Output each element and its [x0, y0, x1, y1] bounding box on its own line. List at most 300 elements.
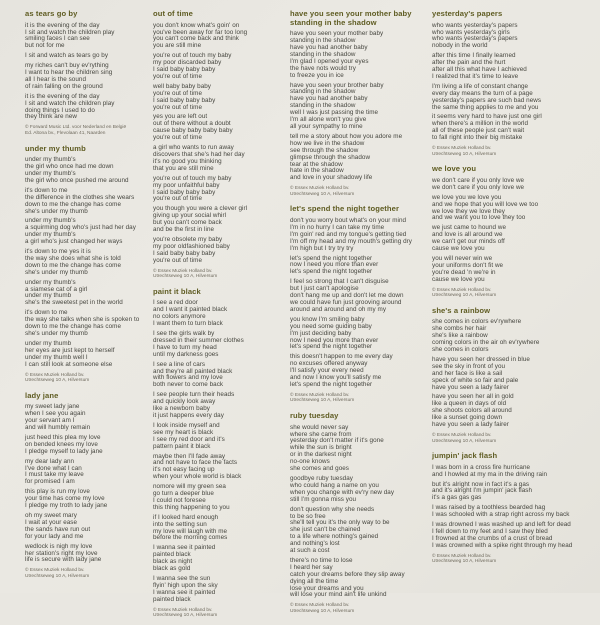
lyric-line: under my thumb — [25, 339, 72, 347]
lyric-line: like a sunset going down — [432, 414, 503, 422]
lyric-line: the difference in the clothes she wears — [25, 193, 135, 201]
lyric-line: until my darkness goes — [153, 350, 219, 358]
publisher-credit — [432, 554, 584, 565]
song-title — [25, 145, 151, 154]
lyric-line: they think are new — [25, 113, 78, 121]
lyric-line: giving up your social whirl — [153, 212, 227, 220]
publisher-credit — [153, 608, 289, 619]
lyric-line: painted black — [153, 551, 191, 559]
lyric-line: after the pain and the hurt — [432, 59, 506, 67]
lyric-line: and will humbly remain — [25, 424, 91, 432]
credit-line: © Essex Muziek Holland bv. — [432, 553, 492, 559]
lyric-line: cause we love you — [432, 275, 485, 283]
lyric-line: and I want it painted black — [153, 306, 228, 314]
lyric-line: you're out of time — [153, 134, 203, 142]
lyric-line: doing things I used to do — [25, 106, 95, 114]
lyric-line: speck of white so fair and pale — [432, 376, 519, 384]
lyric-line: well baby baby baby — [153, 82, 212, 90]
lyric-line: under my thumb's — [25, 278, 76, 286]
lyric-line: you're obsolete my baby — [153, 235, 223, 243]
lyric-line: my sweet lady jane — [25, 403, 80, 411]
lyric-line: have you had another baby — [290, 44, 368, 51]
lyric-line: I'm in no hurry I can take my time — [290, 223, 385, 231]
lyric-line: and they're all painted black — [153, 367, 233, 375]
publisher-credit — [432, 146, 584, 157]
stanza — [25, 341, 151, 369]
lyric-line: you don't know what's goin' on — [153, 21, 240, 29]
lyric-line: black as gold — [153, 565, 191, 573]
lyric-line: at such a cost — [290, 547, 330, 555]
lyric-line: hate in the shadow — [290, 167, 344, 175]
lyric-line: I fell down to my feet and I saw they bled — [432, 527, 548, 535]
lyric-line: well I was just passing the time — [290, 109, 379, 117]
lyric-line: let's spend the night together — [290, 254, 373, 262]
lyric-line: around and around and oh my my — [290, 305, 387, 313]
song — [432, 452, 584, 565]
lyric-line: smiling faces I can see — [25, 35, 90, 43]
lyric-line: this play is run my love — [25, 488, 90, 496]
lyric-line: her station's right my love — [25, 549, 98, 557]
publisher-credit — [25, 373, 151, 384]
song — [25, 392, 151, 580]
lyric-line: we love they we love they — [432, 207, 506, 215]
lyric-line: discovers that she's had her day — [153, 151, 245, 158]
stanza — [432, 84, 584, 112]
lyric-line: let's spend the night together — [290, 268, 373, 276]
stanza — [25, 435, 151, 456]
song — [432, 10, 584, 157]
stanza — [25, 157, 151, 185]
lyric-line: don't question why she needs — [290, 505, 375, 513]
lyric-line: the sands have run out — [25, 525, 91, 533]
lyric-line: she would never say — [290, 423, 349, 431]
credit-line: © Essex Muziek Holland bv. — [25, 568, 85, 574]
lyric-line: I said baby baby baby — [153, 66, 216, 74]
lyric-line: wedlock is nigh my love — [25, 542, 93, 550]
song-title — [432, 10, 584, 19]
lyric-line: and it's alright I'm jumpin' jack flash — [432, 487, 533, 495]
lyric-line: see the sky in front of you — [432, 362, 506, 370]
lyric-line: I sit and watch as tears go by — [25, 52, 109, 60]
lyric-line: dying all the time — [290, 577, 339, 585]
lyric-line: and her face is like a sail — [432, 369, 503, 377]
lyric-line: to be so free — [290, 512, 326, 520]
lyric-line: you're out of time — [153, 256, 203, 264]
lyric-line: don't you worry bout what's on your mind — [290, 217, 407, 224]
lyric-line: my love will laugh with me — [153, 527, 228, 535]
lyric-line: the way she talks when she is spoken to — [25, 316, 140, 324]
lyric-line: oh my sweet mary — [25, 512, 77, 519]
song-title-line: lady jane — [25, 390, 59, 400]
lyric-line: you know I'm smiling baby — [290, 315, 365, 323]
lyric-line: I wanna see the sun — [153, 575, 211, 582]
lyric-line: all of these people just can't wait — [432, 127, 525, 135]
stanza — [153, 545, 289, 573]
lyric-line: she comes and goes — [290, 465, 350, 473]
song — [432, 165, 584, 298]
stanza — [432, 319, 584, 354]
lyric-line: she'll tell you it's the only way to be — [290, 519, 390, 527]
lyric-line: black as night — [153, 558, 193, 566]
publisher-credit — [25, 568, 151, 579]
lyric-line: cause we love you — [432, 245, 485, 253]
lyric-line: under my thumb's — [25, 156, 76, 164]
lyric-line: we don't care if you only love we — [432, 183, 525, 191]
lyric-line: with flowers and my love — [153, 374, 223, 382]
stanza — [290, 425, 430, 473]
song — [153, 288, 289, 619]
lyric-line: she's under my thumb — [25, 330, 88, 337]
credit-line: Utrechtseweg 10 A, Hilversum — [25, 378, 90, 384]
lyric-line: and we hope that you will love we too — [432, 200, 539, 208]
lyric-line: see through the shadow — [290, 146, 359, 154]
lyric-line: down to me the change has come — [25, 200, 122, 208]
stanza — [25, 53, 151, 60]
lyric-line: don't hang me up and don't let me down — [290, 292, 404, 300]
lyric-line: you're out of time — [153, 103, 203, 111]
lyric-line: and I howled at my ma in the driving rain — [432, 470, 548, 478]
lyric-line: a girl who wants to run away — [153, 144, 234, 152]
lyric-line: yesterday's papers are such bad news — [432, 96, 542, 104]
stanza — [432, 225, 584, 253]
lyric-line: and quickly look away — [153, 398, 216, 406]
lyric-line: will lose your mind ain't life unkind — [290, 591, 387, 599]
lyric-line: catch your dreams before they slip away — [290, 570, 405, 578]
publisher-credit — [290, 186, 430, 197]
lyric-line: I see people turn their heads — [153, 391, 235, 399]
lyric-line: no-one knows — [290, 458, 330, 466]
lyric-line: coming colors in the air oh ev'rywhere — [432, 339, 540, 347]
lyric-line: I sit and watch the children play — [25, 28, 115, 36]
lyric-line: the have nots would try — [290, 64, 356, 72]
lyric-line: I want them to turn black — [153, 320, 223, 328]
stanza — [290, 31, 430, 79]
credit-line: Utrechtseweg 10 A, Hilversum — [153, 274, 218, 280]
stanza — [153, 454, 289, 482]
stanza — [290, 317, 430, 352]
song-title — [25, 392, 151, 401]
song-title — [432, 165, 584, 174]
lyric-line: you can't come back and think — [153, 35, 239, 43]
lyric-line: she's like a rainbow — [432, 332, 488, 340]
stanza — [25, 544, 151, 565]
lyric-line: you've been away for far too long — [153, 28, 248, 36]
lyric-line: under my thumb's — [25, 231, 76, 239]
stanza — [290, 354, 430, 389]
lyric-line: to a life where nothing's gained — [290, 533, 379, 541]
publisher-credit — [290, 603, 430, 614]
lyric-line: I have to turn my head — [153, 343, 217, 351]
lyric-line: life is secure with lady jane — [25, 556, 102, 564]
lyric-line: I said baby baby baby — [153, 188, 216, 196]
stanza — [153, 114, 289, 142]
stanza — [25, 94, 151, 122]
lyric-line: still I'm gonna miss you — [290, 495, 357, 503]
lyric-line: let's spend the night together — [290, 380, 373, 388]
lyric-line: under my thumb — [25, 292, 72, 300]
stanza — [290, 218, 430, 253]
lyric-line: of rain falling on the ground — [25, 82, 103, 90]
lyric-line: it just happens every day — [153, 411, 224, 419]
lyric-line: I want to hear the children sing — [25, 69, 113, 77]
lyric-line: to fall right into their big mistake — [432, 134, 523, 142]
song-title-line: jumpin' jack flash — [432, 451, 498, 461]
lyric-line: the girl who once had me down — [25, 163, 114, 171]
lyric-line: for promised I am — [25, 478, 75, 486]
stanza — [25, 310, 151, 338]
lyric-line: standing in the shadow — [290, 37, 356, 45]
lyric-line: my poor unfaithful baby — [153, 181, 220, 189]
stanza — [153, 23, 289, 51]
lyric-line: she combs her hair — [432, 325, 487, 333]
lyric-line: before the morning comes — [153, 534, 228, 542]
lyric-line: I'm glad I opened your eyes — [290, 57, 369, 65]
publisher-credit — [153, 269, 289, 280]
stanza — [290, 83, 430, 131]
lyric-line: you though you were a clever girl — [153, 205, 248, 213]
lyric-line: where she came from — [290, 430, 352, 438]
lyric-line: I was raised by a toothless bearded hag — [432, 504, 546, 512]
lyric-line: every day means the turn of a page — [432, 89, 533, 97]
lyric-line: it's a gas gas gas — [432, 494, 482, 502]
lyric-line: into the setting sun — [153, 520, 207, 528]
lyric-line: go turn a deeper blue — [153, 490, 214, 498]
lyric-line: I see a line of cars — [153, 360, 206, 368]
lyric-line: my poor oldfashioned baby — [153, 242, 230, 250]
song-title-line: she's a rainbow — [432, 305, 491, 315]
lyric-line: now I need you more than ever — [290, 261, 379, 269]
credit-line: Utrechtseweg 10 A, Hilversum — [432, 151, 497, 157]
lyric-line: I feel so strong that I can't disguise — [290, 278, 389, 286]
stanza — [25, 218, 151, 246]
lyric-line: how we live in the shadow — [290, 139, 365, 147]
stanza — [153, 392, 289, 420]
lyric-line: to freeze you in ice — [290, 71, 344, 79]
lyrics-column-2 — [153, 0, 289, 625]
lyric-line: and we want you to love they too — [432, 214, 526, 222]
lyric-line: on bended knees my love — [25, 440, 98, 448]
song-title — [25, 10, 151, 19]
lyric-line: I'm living a life of constant change — [432, 82, 529, 90]
credit-line: Utrechtseweg 10 A, Hilversum — [153, 613, 218, 619]
stanza — [432, 522, 584, 550]
lyric-line: I pledge my troth to lady jane — [25, 502, 108, 510]
lyric-line: now I need you more than ever — [290, 336, 379, 344]
lyric-line: I see the girls walk by — [153, 330, 215, 337]
lyric-line: we can't get our minds off — [432, 238, 505, 246]
lyric-line: lose your dreams and you — [290, 584, 364, 592]
lyric-line: my dear lady ann — [25, 457, 75, 465]
lyric-line: you need some guiding baby — [290, 322, 372, 330]
lyric-line: have you seen her all in gold — [432, 393, 514, 401]
lyric-line: and now I know you'll satisfy me — [290, 374, 382, 382]
lyric-line: when you change with ev'ry new day — [290, 488, 395, 496]
lyric-line: I'm off my head and my mouth's getting dry — [290, 237, 412, 245]
lyric-line: I was schooled with a strap right across my back — [432, 511, 570, 519]
lyric-line: we just came to hound we — [432, 224, 507, 232]
song — [290, 412, 430, 615]
credit-line: Ed. Altona bv., Flevolaan 41, Naarden — [25, 130, 106, 136]
lyric-line: tell me a story about how you adore me — [290, 132, 403, 140]
lyric-line: she's under my thumb — [25, 207, 88, 215]
lyric-line: I can still look at someone else — [25, 360, 113, 368]
lyric-line: and love is all around we — [432, 231, 503, 239]
stanza — [432, 53, 584, 81]
lyric-line: dressed in their summer clothes — [153, 336, 244, 344]
lyric-line: flyin' high upon the sky — [153, 581, 218, 589]
lyric-line: it's down to me — [25, 186, 68, 194]
credit-line: Utrechtseweg 10 A, Hilversum — [290, 608, 355, 614]
lyric-line: the girl who once pushed me around — [25, 176, 129, 184]
lyric-line: I've done what I can — [25, 464, 82, 472]
lyric-line: the way she does what she is told — [25, 254, 121, 262]
lyric-line: I frowned at the crumbs of a crust of bread — [432, 534, 553, 542]
song-title-line: let's spend the night together — [290, 204, 400, 214]
lyric-line: standing in the shadow — [290, 102, 356, 110]
lyric-line: like a newborn baby — [153, 405, 210, 413]
lyric-line: when I see you again — [25, 410, 86, 418]
stanza — [153, 84, 289, 112]
song-title-line: ruby tuesday — [290, 411, 339, 421]
lyric-line: out of there without a doubt — [153, 120, 231, 128]
lyric-line: but it's alright now in fact it's a gas — [432, 480, 530, 488]
lyric-line: pattern paint it black — [153, 442, 211, 450]
song-title — [290, 412, 430, 421]
lyric-line: maybe then I'll fade away — [153, 452, 226, 460]
lyric-line: her eyes are just kept to herself — [25, 346, 115, 354]
stanza — [25, 63, 151, 91]
lyric-line: and be the first in line — [153, 226, 215, 234]
credit-line: Utrechtseweg 10 A, Hilversum — [432, 293, 497, 299]
lyric-line: have you seen her dressed in blue — [432, 355, 530, 363]
lyric-line: if I looked hard enough — [153, 513, 219, 521]
lyric-line: that you are still mine — [153, 164, 214, 172]
lyric-line: it is the evening of the day — [25, 92, 100, 100]
lyric-line: standing in the shadow — [290, 50, 356, 58]
lyric-line: you're out of touch my baby — [153, 52, 232, 60]
lyric-line: nobody in the world — [432, 42, 488, 50]
lyric-line: under my thumb's — [25, 169, 76, 177]
lyric-line: it's not easy facing up — [153, 466, 215, 474]
lyric-line: we love you we love you — [432, 193, 502, 201]
stanza — [290, 507, 430, 555]
song — [290, 10, 430, 197]
lyric-line: we don't care if you only love we — [432, 176, 525, 184]
credit-line: Utrechtseweg 10 A, Hilversum — [432, 438, 497, 444]
lyric-line: no excuses offered anyway — [290, 360, 368, 368]
lyric-line: but not for me — [25, 42, 65, 50]
lyric-line: I wanna see it painted — [153, 544, 216, 552]
lyric-line: she comes in colors — [432, 345, 489, 353]
lyric-line: it's down to me — [25, 309, 68, 317]
stanza — [153, 176, 289, 204]
lyric-line: I was born in a cross fire hurricane — [432, 463, 531, 471]
lyric-line: who wants yesterday's girls — [432, 28, 510, 36]
lyric-line: I wanna see it painted — [153, 588, 216, 596]
stanza — [153, 300, 289, 328]
lyric-line: but I just can't apologise — [290, 285, 359, 293]
lyric-line: nomore will my green sea — [153, 483, 226, 491]
lyric-line: a squirming dog who's just had her day — [25, 224, 136, 232]
credit-line: © Essex Muziek Holland bv. — [290, 186, 350, 192]
lyric-line: I pledge myself to lady jane — [25, 447, 103, 455]
lyric-line: for your lady and me — [25, 532, 84, 540]
stanza — [290, 558, 430, 599]
lyric-line: you're out of time — [153, 72, 203, 80]
lyric-line: she's under my thumb — [25, 268, 88, 276]
lyric-line: no colors anymore — [153, 313, 206, 321]
lyric-line: after all this what have I achieved — [432, 66, 527, 74]
stanza — [25, 23, 151, 51]
stanza — [290, 134, 430, 182]
stanza — [290, 279, 430, 314]
stanza — [153, 576, 289, 604]
lyric-line: I said baby baby baby — [153, 249, 216, 257]
lyric-line: who wants yesterday's papers — [432, 21, 518, 29]
lyric-line: I was crowned with a spike right through my head — [432, 541, 573, 549]
stanza — [25, 249, 151, 277]
lyric-line: she's the sweetest pet in the world — [25, 299, 123, 307]
lyric-line: have you seen your brother baby — [290, 81, 384, 89]
lyric-line: have you had another baby — [290, 95, 368, 103]
stanza — [153, 423, 289, 451]
credit-line: © Essex Muziek Holland bv. — [25, 372, 85, 378]
song-title — [432, 452, 584, 461]
stanza — [25, 404, 151, 432]
lyric-line: a siamese cat of a girl — [25, 285, 88, 293]
lyric-line: like a queen in days of old — [432, 400, 507, 408]
stanza — [290, 476, 430, 504]
lyric-line: both never to come back — [153, 381, 224, 389]
lyric-line: my riches can't buy ev'rything — [25, 62, 109, 70]
lyric-line: when there's a million in the world — [432, 120, 529, 128]
lyric-line: let's spend the night together — [290, 343, 373, 351]
lyric-line: she just can't be chained — [290, 526, 361, 534]
publisher-credit — [432, 433, 584, 444]
lyric-line: cause baby baby baby baby — [153, 127, 233, 135]
lyric-line: you're out of time — [153, 195, 203, 203]
stanza — [432, 357, 584, 392]
lyric-line: you're out of touch my baby — [153, 174, 232, 182]
lyric-line: your time has come my love — [25, 495, 105, 503]
song — [290, 205, 430, 404]
lyric-line: it seems very hard to have just one girl — [432, 113, 542, 121]
stanza — [153, 145, 289, 173]
song — [25, 145, 151, 384]
lyric-line: I see my red door and it's — [153, 435, 225, 443]
lyrics-column-3 — [290, 0, 430, 621]
lyric-line: when your whole world is black — [153, 473, 242, 481]
lyric-line: I'm goin' red and my tongue's getting tied — [290, 230, 407, 238]
credit-line: © Forward Music Ltd. voor Nederland en België — [25, 125, 127, 131]
credit-line: © Essex Muziek Holland bv. — [290, 603, 350, 609]
song-title — [153, 10, 289, 19]
lyric-line: you're out of time — [153, 89, 203, 97]
song — [25, 10, 151, 137]
stanza — [432, 195, 584, 223]
lyric-line: under my thumb well I — [25, 353, 88, 361]
lyric-line: just heed this plea my love — [25, 433, 101, 441]
publisher-credit — [25, 125, 151, 136]
stanza — [432, 256, 584, 284]
lyric-line: we could have fun just grooving around — [290, 298, 402, 306]
stanza — [153, 515, 289, 543]
song-title-line: as tears go by — [25, 9, 78, 18]
stanza — [25, 280, 151, 308]
lyric-line: I see a red door — [153, 299, 198, 307]
stanza — [432, 394, 584, 429]
lyric-line: glimpse through the shadow — [290, 153, 371, 161]
